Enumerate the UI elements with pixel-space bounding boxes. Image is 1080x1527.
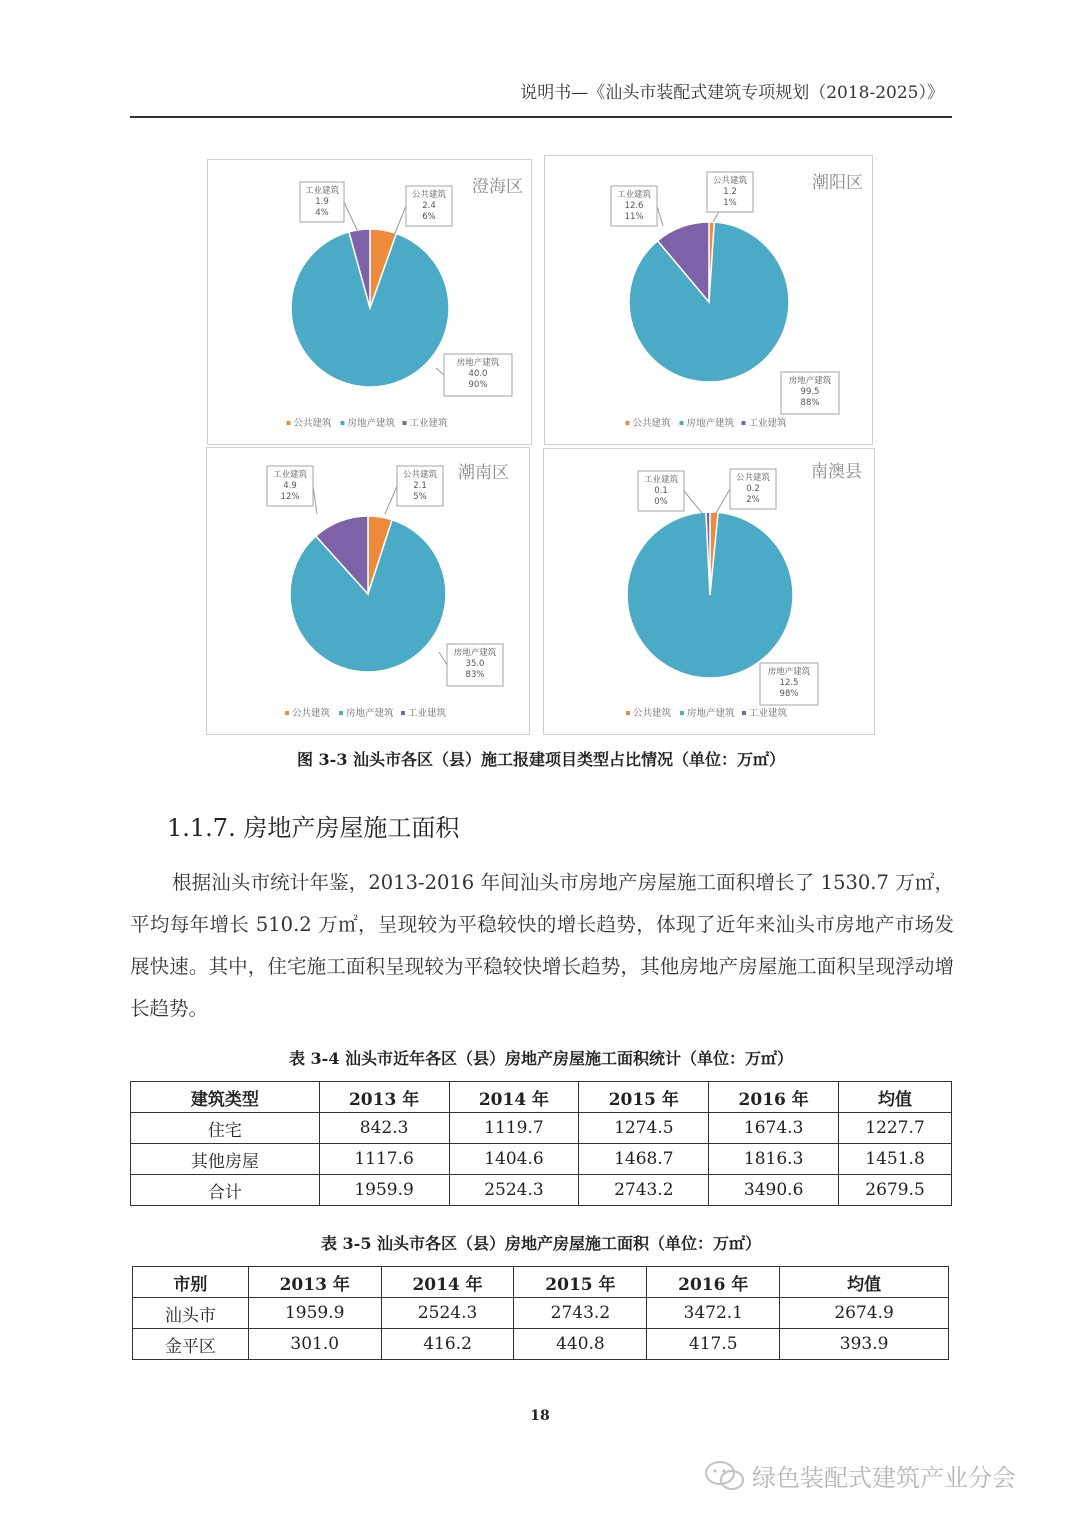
table-cell: 440.8 [514, 1329, 647, 1360]
table-cell: 2674.9 [780, 1298, 949, 1329]
legend-swatch [339, 711, 343, 715]
legend-label: 房地产建筑 [347, 418, 396, 429]
header-cell: 2013 年 [248, 1267, 381, 1298]
data-label: 房地产建筑 [453, 648, 497, 658]
table-cell: 842.3 [319, 1113, 449, 1144]
header-cell: 2016 年 [709, 1082, 839, 1113]
table-cell: 417.5 [647, 1329, 780, 1360]
header-cell: 2015 年 [514, 1267, 647, 1298]
header-cell: 市别 [133, 1267, 249, 1298]
data-label: 工业建筑 [616, 190, 652, 200]
legend-label: 工业建筑 [749, 708, 788, 719]
data-label: 工业建筑 [272, 470, 308, 480]
table-3-5 [132, 1266, 949, 1360]
header-cell: 均值 [780, 1267, 949, 1298]
data-label: 房地产建筑 [788, 376, 832, 386]
table-cell: 1117.6 [319, 1144, 449, 1175]
header-cell: 建筑类型 [131, 1082, 320, 1113]
table-header-row [131, 1082, 952, 1113]
chart-title: 澄海区 [472, 177, 523, 197]
table-cell: 1451.8 [839, 1144, 952, 1175]
table-3-4-caption: 表 3-4 汕头市近年各区（县）房地产房屋施工面积统计（单位：万㎡） [288, 1049, 794, 1068]
table-cell: 3472.1 [647, 1298, 780, 1329]
legend-label: 公共建筑 [633, 708, 672, 719]
data-label: 99.5 [800, 387, 820, 397]
data-label: 12.5 [779, 678, 799, 688]
data-label: 90% [468, 380, 488, 390]
callout-leader-line [439, 652, 447, 665]
data-label: 4.9 [283, 481, 297, 491]
chart-svg-1 [545, 156, 872, 444]
legend-swatch [403, 421, 407, 425]
data-label: 12.6 [624, 201, 644, 211]
legend-label: 房地产建筑 [686, 418, 735, 429]
header-cell: 2014 年 [449, 1082, 579, 1113]
legend-label: 工业建筑 [408, 708, 447, 719]
table-cell: 住宅 [131, 1113, 320, 1144]
data-label: 35.0 [465, 659, 485, 669]
header-cell: 均值 [839, 1082, 952, 1113]
table-cell: 2679.5 [839, 1175, 952, 1206]
data-label: 88% [800, 398, 820, 408]
data-label: 83% [465, 670, 485, 680]
data-label: 1% [723, 198, 737, 208]
table-row [131, 1175, 952, 1206]
data-label: 公共建筑 [411, 190, 447, 200]
table-cell: 合计 [131, 1175, 320, 1206]
data-label: 0.1 [654, 486, 668, 496]
page-number: 18 [530, 1408, 550, 1424]
table-cell: 1468.7 [579, 1144, 709, 1175]
table-cell: 1119.7 [449, 1113, 579, 1144]
data-label: 0.2 [746, 484, 760, 494]
data-label: 2.1 [413, 481, 427, 491]
table-cell: 其他房屋 [131, 1144, 320, 1175]
legend-swatch [341, 421, 345, 425]
table-cell: 1227.7 [839, 1113, 952, 1144]
callout-leader-line [344, 202, 358, 232]
chart-title: 潮南区 [458, 463, 509, 483]
data-label: 公共建筑 [712, 176, 748, 186]
table-row [131, 1113, 952, 1144]
legend-swatch [742, 421, 746, 425]
data-label: 0% [654, 497, 668, 507]
table-cell: 1274.5 [579, 1113, 709, 1144]
legend-label: 工业建筑 [748, 418, 787, 429]
table-row [131, 1144, 952, 1175]
legend-swatch [401, 711, 405, 715]
table-cell: 1404.6 [449, 1144, 579, 1175]
table-cell: 301.0 [248, 1329, 381, 1360]
section-title: 1.1.7. 房地产房屋施工面积 [167, 814, 460, 842]
data-label: 12% [280, 492, 300, 502]
wechat-icon [704, 1459, 746, 1493]
table-cell: 2743.2 [514, 1298, 647, 1329]
callout-leader-line [684, 491, 702, 513]
table-cell: 1959.9 [319, 1175, 449, 1206]
pie-chart-nanao [543, 448, 875, 735]
figure-caption: 图 3-3 汕头市各区（县）施工报建项目类型占比情况（单位：万㎡） [296, 750, 786, 769]
pie-chart-chaonan [206, 447, 530, 735]
legend-label: 公共建筑 [292, 708, 331, 719]
data-label: 工业建筑 [304, 186, 340, 196]
data-label: 40.0 [468, 369, 488, 379]
legend-label: 公共建筑 [293, 418, 332, 429]
data-label: 房地产建筑 [767, 667, 811, 677]
header-cell: 2016 年 [647, 1267, 780, 1298]
table-cell: 1959.9 [248, 1298, 381, 1329]
callout-leader-line [313, 486, 317, 514]
table-row [133, 1298, 949, 1329]
header-title: 说明书—《汕头市装配式建筑专项规划（2018-2025）》 [520, 83, 944, 103]
body-paragraph: 根据汕头市统计年鉴，2013-2016 年间汕头市房地产房屋施工面积增长了 1530.7 万㎡，平均每年增长 510.2 万㎡，呈现较为平稳较快的增长趋势，体现了近年来汕头市房地产市场发展快速。其中，住宅施工面积呈现较为平稳较快增长趋势，其他房地产房屋施工面积呈现浮动增长趋势。 [130, 871, 954, 1020]
table-3-5-caption: 表 3-5 汕头市各区（县）房地产房屋施工面积（单位：万㎡） [320, 1234, 762, 1253]
table-header-row [133, 1267, 949, 1298]
legend-label: 工业建筑 [409, 418, 448, 429]
data-label: 公共建筑 [402, 470, 438, 480]
data-label: 4% [315, 208, 329, 218]
legend-swatch [680, 711, 684, 715]
pie-chart-chaoyang [544, 155, 873, 445]
chart-svg-2 [207, 448, 529, 734]
page-header [130, 76, 952, 118]
data-label: 6% [422, 212, 436, 222]
header-cell: 2014 年 [381, 1267, 514, 1298]
callout-leader-line [393, 206, 406, 238]
table-cell: 汕头市 [133, 1298, 249, 1329]
legend-swatch [285, 711, 289, 715]
table-row [133, 1329, 949, 1360]
data-label: 11% [624, 212, 644, 222]
legend-label: 公共建筑 [632, 418, 671, 429]
chart-title: 南澳县 [811, 462, 862, 482]
legend-swatch [680, 421, 684, 425]
table-cell: 3490.6 [709, 1175, 839, 1206]
table-cell: 金平区 [133, 1329, 249, 1360]
table-cell: 416.2 [381, 1329, 514, 1360]
callout-leader-line [657, 206, 663, 226]
chart-svg-3 [544, 449, 874, 734]
data-label: 2.4 [422, 201, 436, 211]
table-3-4 [130, 1081, 952, 1206]
callout-leader-line [385, 486, 397, 514]
table-cell: 1816.3 [709, 1144, 839, 1175]
header-cell: 2013 年 [319, 1082, 449, 1113]
callout-leader-line [716, 489, 730, 513]
data-label: 5% [413, 492, 427, 502]
legend-swatch [287, 421, 291, 425]
callout-leader-line [436, 368, 444, 375]
legend-swatch [742, 711, 746, 715]
table-cell: 393.9 [780, 1329, 949, 1360]
data-label: 1.2 [723, 187, 737, 197]
table-cell: 1674.3 [709, 1113, 839, 1144]
legend-label: 房地产建筑 [346, 708, 394, 719]
data-label: 1.9 [315, 197, 329, 207]
table-cell: 2524.3 [381, 1298, 514, 1329]
legend-swatch [626, 711, 630, 715]
table-cell: 2743.2 [579, 1175, 709, 1206]
data-label: 工业建筑 [643, 475, 679, 485]
table-cell: 2524.3 [449, 1175, 579, 1206]
data-label: 98% [779, 689, 799, 699]
data-label: 2% [746, 495, 760, 505]
data-label: 房地产建筑 [456, 358, 500, 368]
header-cell: 2015 年 [579, 1082, 709, 1113]
data-label: 公共建筑 [735, 473, 771, 483]
legend-label: 房地产建筑 [687, 708, 735, 719]
pie-chart-chenghai [207, 159, 532, 445]
legend-swatch [626, 421, 630, 425]
chart-svg-0 [208, 160, 531, 444]
chart-title: 潮阳区 [812, 173, 863, 193]
watermark-text: 绿色装配式建筑产业分会 [752, 1464, 1016, 1492]
